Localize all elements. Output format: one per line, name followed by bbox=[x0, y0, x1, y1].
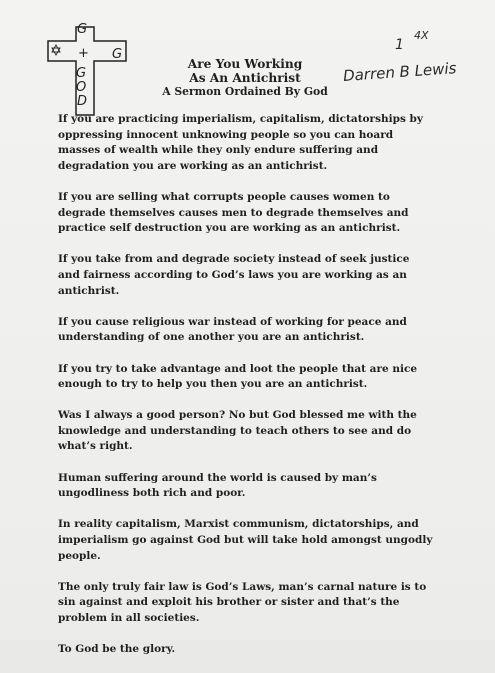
paragraph: If you are practicing imperialism, capitalism, dictatorships by oppressing innocent unknowing people so you can hoard masses of wealth while they only endure suffering and degradation you are working as an antichrist. bbox=[58, 113, 423, 172]
page-number: 1 bbox=[395, 37, 404, 53]
paragraph: If you cause religious war instead of working for peace and understanding of one another you are an antichrist. bbox=[58, 315, 407, 344]
signature: Darren B Lewis bbox=[342, 59, 457, 85]
paragraph: If you try to take advantage and loot the people that are nice enough to try to help you then you are an antichrist. bbox=[58, 362, 418, 391]
sermon-header bbox=[150, 57, 340, 99]
sermon-body bbox=[58, 112, 433, 673]
subtitle: A Sermon Ordained By God bbox=[162, 85, 328, 98]
paragraph: If you are selling what corrupts people causes women to degrade themselves causes men to degrade themselves and practice self destruction you are working as an antichrist. bbox=[58, 190, 409, 235]
paragraph: The only truly fair law is God’s Laws, man’s carnal nature is to sin against and exploit his brother or sister and that’s the problem in all societies. bbox=[58, 580, 427, 624]
paragraph: Was I always a good person? No but God blessed me with the knowledge and understanding to teach others to see and do what’s right. bbox=[58, 409, 417, 453]
cross-letter-g-top: G bbox=[77, 22, 88, 37]
cross-letter-g-right: G bbox=[112, 47, 123, 62]
cross-icon bbox=[42, 22, 142, 122]
cross-letter-o: O bbox=[76, 80, 87, 95]
paragraph: If you take from and degrade society instead of seek justice and fairness according to God’s laws you are working as an antichrist. bbox=[58, 253, 410, 297]
title-line-1: Are You Working bbox=[187, 57, 303, 71]
cross-letter-g-center: G bbox=[76, 66, 87, 81]
paragraph: In reality capitalism, Marxist communism, dictatorships, and imperialism go against God but will take hold amongst ungodly people. bbox=[58, 518, 433, 562]
title-line-2: As An Antichrist bbox=[189, 71, 301, 85]
paragraph: Human suffering around the world is caused by man’s ungodliness both rich and poor. bbox=[58, 471, 377, 500]
cross-letter-plus: + bbox=[78, 46, 89, 61]
paragraph: To God be the glory. bbox=[58, 643, 176, 656]
count-note: 4X bbox=[414, 29, 429, 42]
cross-letter-d: D bbox=[77, 94, 88, 109]
